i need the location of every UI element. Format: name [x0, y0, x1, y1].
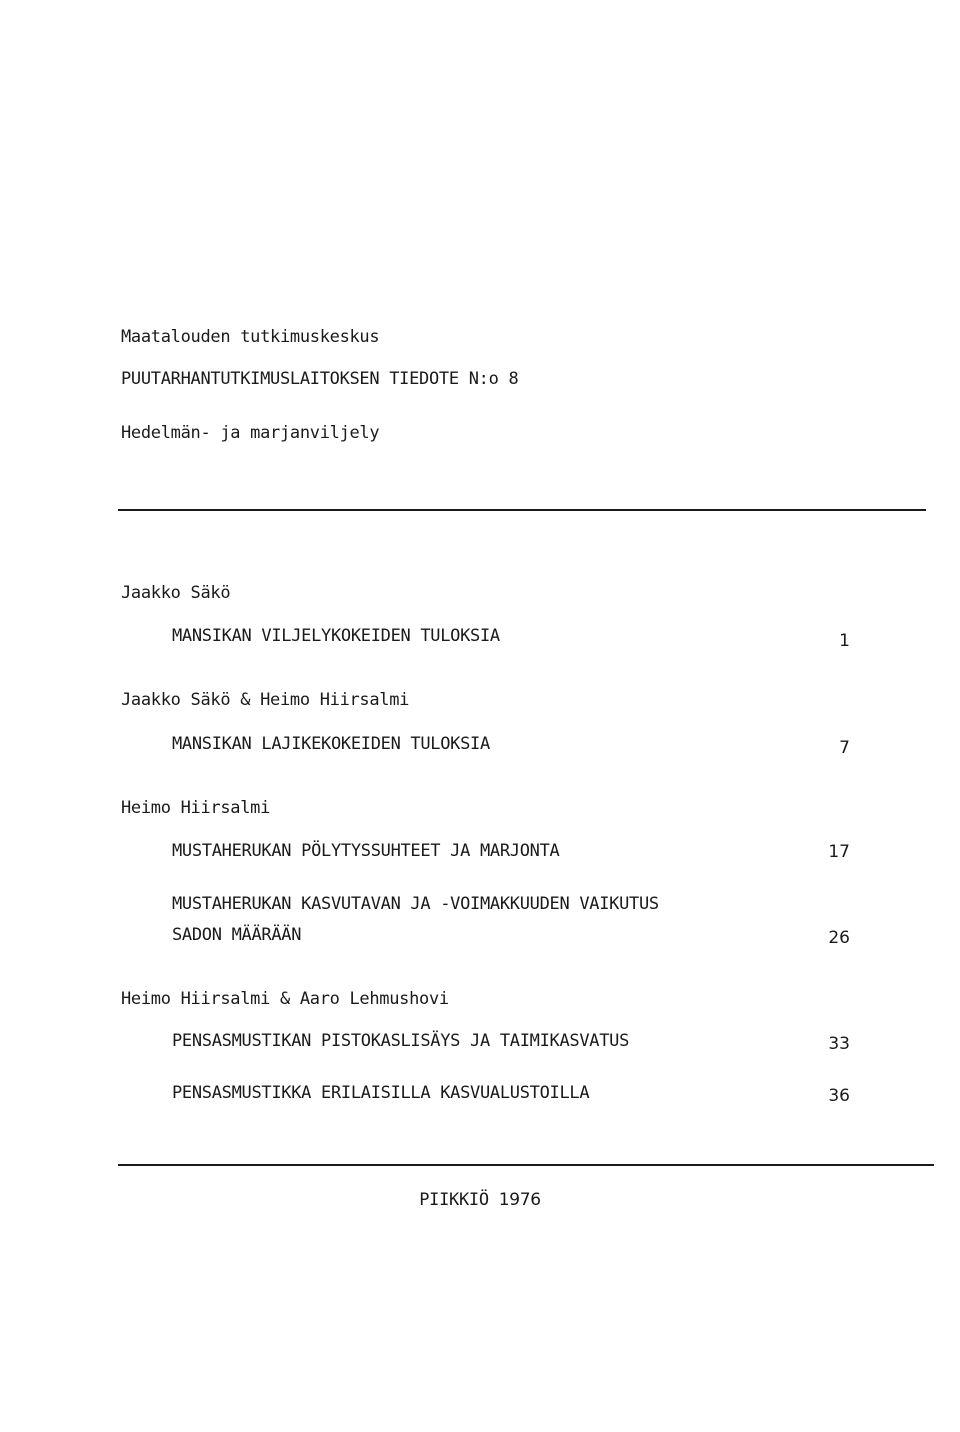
- publication-year: 1976: [498, 1190, 541, 1210]
- series-title: PUUTARHANTUTKIMUSLAITOKSEN TIEDOTE N:o 8: [121, 369, 519, 389]
- article-page-number: 26: [828, 928, 850, 948]
- article-page-number: 7: [839, 738, 850, 758]
- article-title-line2: SADON MÄÄRÄÄN: [172, 925, 302, 945]
- institute-name: Maatalouden tutkimuskeskus: [121, 327, 380, 347]
- bottom-rule: [118, 1164, 934, 1166]
- top-rule: [118, 509, 926, 511]
- article-page-number: 1: [839, 631, 850, 651]
- article-title: MANSIKAN VILJELYKOKEIDEN TULOKSIA: [172, 626, 500, 646]
- publication-footer: [0, 1190, 960, 1210]
- article-page-number: 17: [828, 842, 850, 862]
- article-title: PENSASMUSTIKAN PISTOKASLISÄYS JA TAIMIKASVATUS: [172, 1031, 630, 1051]
- author-line: Jaakko Säkö: [121, 583, 231, 603]
- author-line: Heimo Hiirsalmi & Aaro Lehmushovi: [121, 989, 449, 1009]
- article-page-number: 36: [828, 1086, 850, 1106]
- article-title: MUSTAHERUKAN PÖLYTYSSUHTEET JA MARJONTA: [172, 841, 560, 861]
- article-page-number: 33: [828, 1034, 850, 1054]
- author-line: Jaakko Säkö & Heimo Hiirsalmi: [121, 690, 410, 710]
- publication-place: PIIKKIÖ: [419, 1190, 489, 1210]
- article-title-line1: MUSTAHERUKAN KASVUTAVAN JA -VOIMAKKUUDEN VAIKUTUS: [172, 894, 659, 914]
- section-title: Hedelmän- ja marjanviljely: [121, 423, 380, 443]
- article-title: MANSIKAN LAJIKEKOKEIDEN TULOKSIA: [172, 734, 490, 754]
- article-title: PENSASMUSTIKKA ERILAISILLA KASVUALUSTOILLA: [172, 1083, 590, 1103]
- author-line: Heimo Hiirsalmi: [121, 798, 271, 818]
